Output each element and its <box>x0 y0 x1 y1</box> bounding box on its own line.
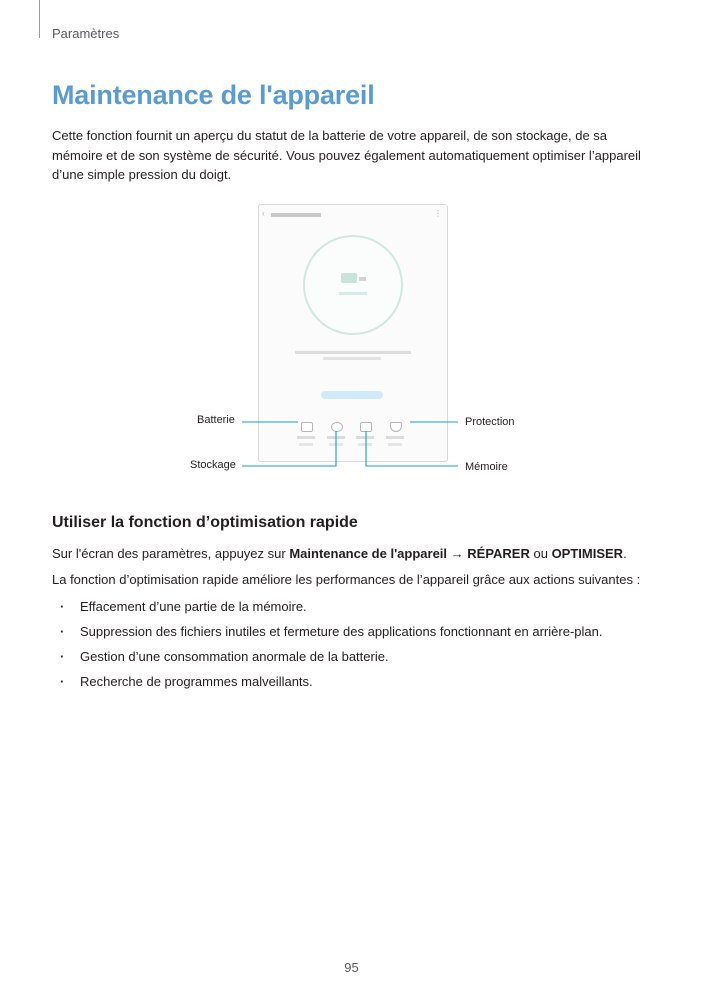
section-heading: Utiliser la fonction d’optimisation rapide <box>52 514 358 531</box>
instruction-text: Sur l'écran des paramètres, appuyez sur <box>52 546 290 561</box>
description-paragraph: La fonction d’optimisation rapide améliore les performances de l’appareil grâce aux actions suivantes : <box>52 572 641 587</box>
more-options-icon: ⋮ <box>434 209 442 218</box>
callout-stockage: Stockage <box>190 459 236 471</box>
menu-optimise: OPTIMISER <box>551 546 624 561</box>
list-item: · Suppression des fichiers inutiles et fermeture des applications fonctionnant en arrière-plan. <box>52 623 602 648</box>
menu-device-maintenance: Maintenance de l'appareil <box>289 546 448 561</box>
memory-callout-line <box>366 431 458 466</box>
page-number: 95 <box>344 960 359 975</box>
storage-callout-line <box>242 431 336 466</box>
running-header: Paramètres <box>52 26 120 41</box>
list-item: · Recherche de programmes malveillants. <box>52 673 602 698</box>
callout-protection: Protection <box>465 416 515 428</box>
callout-memoire: Mémoire <box>465 461 508 473</box>
list-item: · Effacement d’une partie de la mémoire. <box>52 598 602 623</box>
callout-batterie: Batterie <box>197 414 235 426</box>
list-item: · Gestion d’une consommation anormale de la batterie. <box>52 648 602 673</box>
margin-rule <box>39 0 40 38</box>
callout-lines <box>0 198 703 498</box>
intro-paragraph: Cette fonction fournit un aperçu du statut de la batterie de votre appareil, de son stockage, de sa mémoire et de son système de sécurité. Vous pouvez également automatiquement optimiser l’appareil d’une simple pression du doigt. <box>52 128 641 182</box>
action-list <box>52 598 602 698</box>
back-arrow-icon: ‹ <box>262 209 265 218</box>
instruction-paragraph <box>52 546 627 561</box>
arrow-icon: → <box>447 546 468 561</box>
instruction-or: ou <box>529 546 552 561</box>
page-title: Maintenance de l'appareil <box>52 80 375 110</box>
instruction-period: . <box>623 546 627 561</box>
device-maintenance-figure <box>0 198 703 498</box>
menu-repair: RÉPARER <box>467 546 530 561</box>
